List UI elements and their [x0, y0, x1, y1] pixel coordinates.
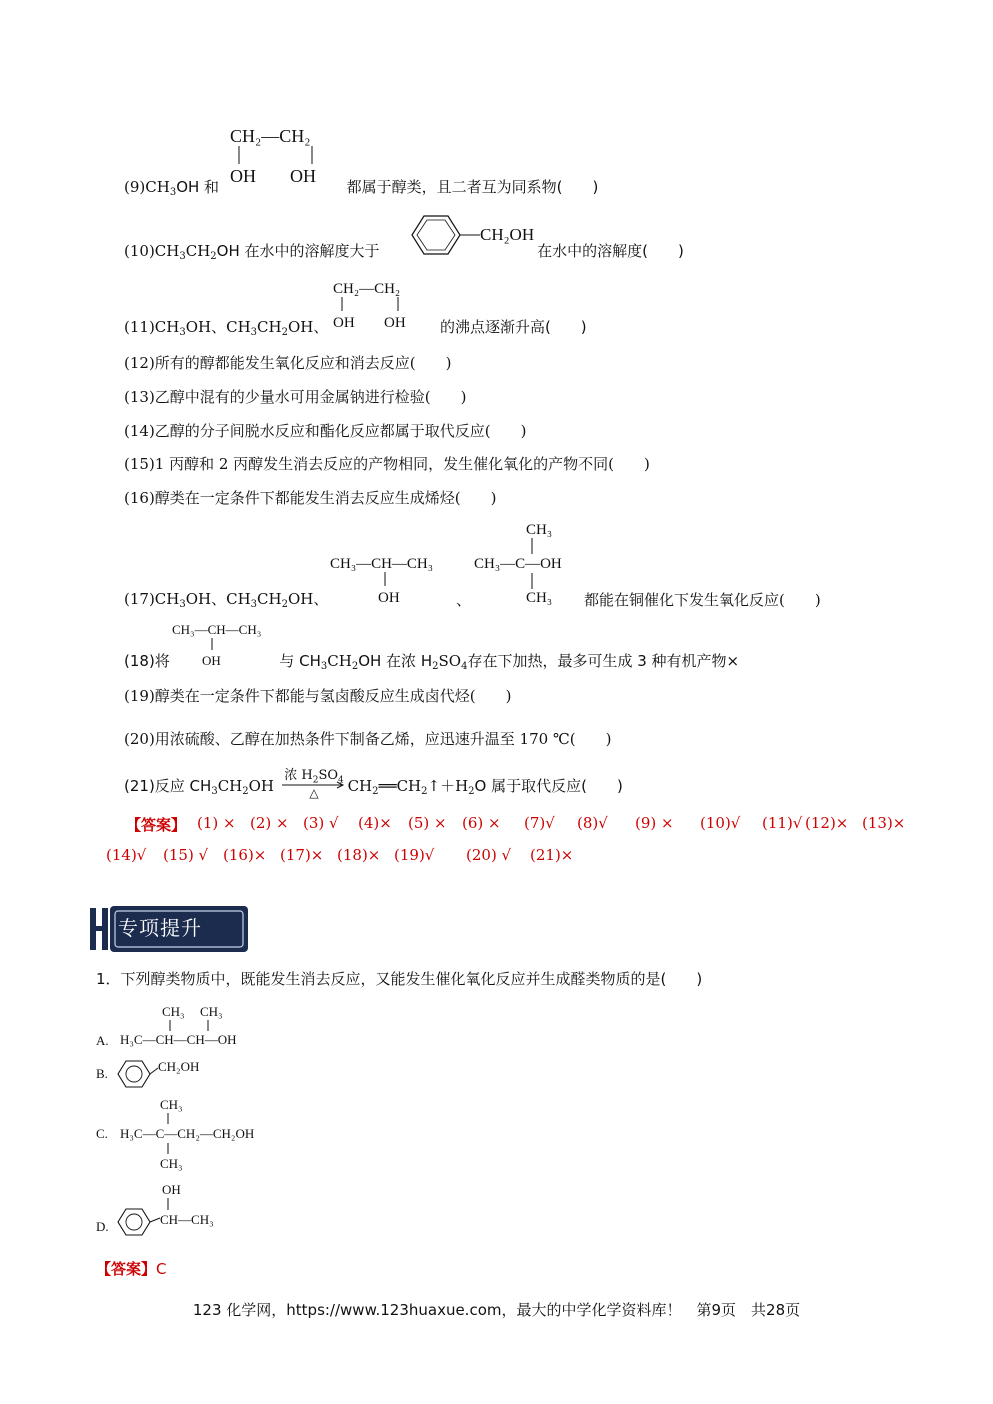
tert-butanol-structure [474, 516, 589, 608]
option-d-label: D. [96, 1219, 109, 1234]
svg-text:OH: OH [230, 166, 256, 186]
svg-text:OH: OH [202, 653, 221, 668]
svg-text:OH: OH [378, 590, 400, 606]
question-17: $(17)CH_3OH$、$CH_3CH_2OH$、 [124, 590, 329, 610]
reaction-arrow: 浓 $H_2SO_4$ △ [284, 768, 344, 800]
option-b-label: B. [96, 1066, 108, 1081]
svg-text:CH₃—C—OH: CH₃—C—OH [474, 556, 562, 572]
question-13: (13)乙醇中混有的少量水可用金属钠进行检验( ) [124, 388, 467, 406]
answer-row-1: 【答案】 (1) × (2) × (3) √ (4)× (5) × (6) × (7)√ (8)√ (9) × (10)√ (11)√ (12)× (13)× [126, 814, 906, 834]
question-14: (14)乙醇的分子间脱水反应和酯化反应都属于取代反应( ) [124, 422, 527, 440]
svg-text:CH₂—CH₂: CH₂—CH₂ [333, 281, 401, 297]
svg-text:OH: OH [333, 315, 355, 331]
isopropanol-structure-18 [170, 619, 280, 669]
isopropanol-structure-17 [328, 552, 458, 608]
svg-text:CH₃: CH₃ [526, 522, 553, 538]
svg-text:CH₂OH: CH₂OH [480, 225, 535, 244]
question-12: (12)所有的醇都能发生氧化反应和消去反应( ) [124, 354, 452, 372]
question-18: (18)将 与 $CH_3CH_2OH$ 在浓 $H_2SO_4$存在下加热，最多可生成 3 种有机产物× [124, 652, 740, 672]
svg-text:CH₃: CH₃ [526, 590, 553, 606]
answer-row-2: (14)√ (15) √ (16)× (17)× (18)× (19)√ (20) √ (21)× [106, 846, 574, 864]
svg-text:OH: OH [384, 315, 406, 331]
section-title: 专项提升 [118, 916, 202, 940]
separator-17: 、 [456, 591, 472, 609]
svg-text:CH₃: CH₃ [162, 1004, 185, 1019]
option-c-label: C. [96, 1126, 108, 1141]
svg-text:CH₃: CH₃ [160, 1156, 183, 1171]
question-9: $(9)CH_3OH$ 和 都属于醇类，且二者互为同系物( ) [124, 178, 599, 198]
svg-text:OH: OH [290, 166, 316, 186]
question-16: (16)醇类在一定条件下都能发生消去反应生成烯烃( ) [124, 489, 497, 507]
benzyl-alcohol-structure [404, 212, 554, 258]
question-11: $(11)CH_3OH$、$CH_3CH_2OH$、 的沸点逐渐升高( ) [124, 318, 587, 338]
option-d-structure [116, 1180, 236, 1242]
question-21: (21)反应 $CH_3CH_2OH$ $CH_2══CH_2↑+H_2O$ 属于取代反应( ) [124, 777, 623, 797]
option-c-structure [118, 1094, 288, 1174]
question-10: $(10)CH_3CH_2OH$ 在水中的溶解度大于 在水中的溶解度( ) [124, 242, 684, 262]
svg-text:CH₃: CH₃ [200, 1004, 223, 1019]
mcq-stem: 1．下列醇类物质中，既能发生消去反应，又能发生催化氧化反应并生成醛类物质的是( ) [96, 970, 703, 988]
question-17-tail: 都能在铜催化下发生氧化反应( ) [584, 591, 821, 609]
svg-text:CH₂OH: CH₂OH [158, 1059, 200, 1074]
svg-text:H₃C—CH—CH—OH: H₃C—CH—CH—OH [120, 1032, 237, 1047]
mcq-answer: 【答案】C [96, 1260, 167, 1278]
svg-text:CH₃: CH₃ [160, 1097, 183, 1112]
svg-text:H₃C—C—CH₂—CH₂OH: H₃C—C—CH₂—CH₂OH [120, 1126, 255, 1141]
question-20: (20)用浓硫酸、乙醇在加热条件下制备乙烯，应迅速升温至 170 ℃( ) [124, 730, 612, 748]
svg-text:CH₂—CH₂: CH₂—CH₂ [230, 126, 311, 146]
svg-text:OH: OH [162, 1182, 181, 1197]
ethylene-glycol-structure-9 [228, 122, 338, 187]
question-19: (19)醇类在一定条件下都能与氢卤酸反应生成卤代烃( ) [124, 687, 512, 705]
option-b-structure [116, 1056, 226, 1092]
question-15: (15)1 丙醇和 2 丙醇发生消去反应的产物相同，发生催化氧化的产物不同( ) [124, 455, 650, 473]
option-a-label: A. [96, 1033, 109, 1048]
option-a-structure [118, 1000, 268, 1050]
page-footer: 123 化学网，https://www.123huaxue.com，最大的中学化学资料库！ 第9页 共28页 [192, 1301, 801, 1319]
svg-text:CH₃—CH—CH₃: CH₃—CH—CH₃ [330, 556, 433, 572]
ethylene-glycol-structure-11 [332, 277, 427, 333]
svg-text:CH—CH₃: CH—CH₃ [160, 1212, 214, 1227]
svg-text:CH₃—CH—CH₃: CH₃—CH—CH₃ [172, 622, 262, 637]
